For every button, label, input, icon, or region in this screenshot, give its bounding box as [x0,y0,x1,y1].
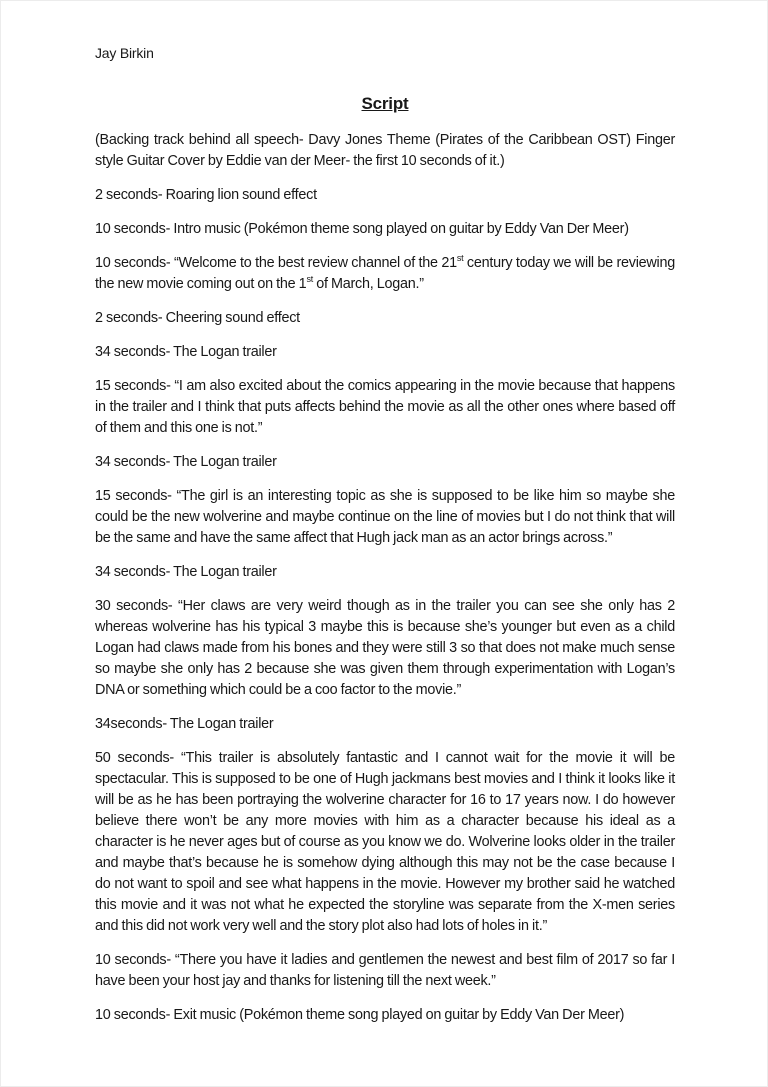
document-title: Script [361,94,409,113]
paragraph-text: 2 seconds- Roaring lion sound effect [95,187,317,203]
paragraph-text: 30 seconds- “Her claws are very weird though as in the trailer you can see she only has 2 whereas wolverine has his typical 3 maybe this is because she’s younger but even as a child Logan had claws made from his bones and they were still 3 so that does not make much sense so maybe she only has 2 because she was given them through experimentation with Logan’s DNA or something which could be a coo factor to the movie.” [95,598,675,698]
paragraph-text: century today we will be reviewing the new movie coming out on the 1 [95,255,675,292]
paragraph [95,950,675,992]
author-line: Jay Birkin [95,45,154,61]
paragraph [95,452,675,473]
paragraph [95,376,675,439]
document-content [95,43,675,1039]
paragraph [95,486,675,549]
paragraph-text: 50 seconds- “This trailer is absolutely fantastic and I cannot wait for the movie it will be spectacular. This is supposed to be one of Hugh jackmans best movies and I think it looks like it will be as he has been portraying the wolverine character for 16 to 17 years now. I do however believe there won’t be any more movies with him as a character because his ideal as a character is he never ages but of course as you know we do. Wolverine looks older in the trailer and maybe that’s because he is somehow dying although this may not be the case because I do not want to spoil and see what happens in the movie. However my brother said he watched this movie and it was not what he expected the storyline was separate from the X-men series and this did not work very well and the story plot also had lots of holes in it.” [95,750,675,934]
superscript-text: st [456,253,464,264]
paragraph [95,714,675,735]
paragraph-text: 15 seconds- “I am also excited about the comics appearing in the movie because that happens in the trailer and I think that puts affects behind the movie as all the other ones where based off of them and this one is not.” [95,378,675,436]
paragraph [95,219,675,240]
paragraph-text: 2 seconds- Cheering sound effect [95,310,300,326]
paragraph-text: 34 seconds- The Logan trailer [95,344,277,360]
document-paragraphs [95,130,675,1026]
paragraph-text: 34seconds- The Logan trailer [95,716,274,732]
paragraph [95,562,675,583]
paragraph [95,1005,675,1026]
paragraph [95,748,675,937]
paragraph-text: 10 seconds- “Welcome to the best review channel of the 21 [95,255,457,271]
superscript-text: st [306,274,313,285]
paragraph [95,130,675,172]
paragraph-text: 34 seconds- The Logan trailer [95,564,277,580]
paragraph-text: 15 seconds- “The girl is an interesting topic as she is supposed to be like him so maybe she could be the new wolverine and maybe continue on the line of movies but I do not think that will be the same and have the same affect that Hugh jack man as an actor brings across.” [95,488,675,546]
paragraph [95,253,675,295]
paragraph [95,185,675,206]
paragraph-text: (Backing track behind all speech- Davy Jones Theme (Pirates of the Caribbean OST) Finger style Guitar Cover by Eddie van der Meer- the first 10 seconds of it.) [95,132,675,169]
paragraph-text: of March, Logan.” [312,276,424,292]
paragraph-text: 34 seconds- The Logan trailer [95,454,277,470]
paragraph-text: 10 seconds- “There you have it ladies and gentlemen the newest and best film of 2017 so far I have been your host jay and thanks for listening till the next week.” [95,952,675,989]
paragraph-text: 10 seconds- Exit music (Pokémon theme song played on guitar by Eddy Van Der Meer) [95,1007,625,1023]
paragraph [95,596,675,701]
paragraph [95,308,675,329]
paragraph [95,342,675,363]
paragraph-text: 10 seconds- Intro music (Pokémon theme song played on guitar by Eddy Van Der Meer) [95,221,629,237]
